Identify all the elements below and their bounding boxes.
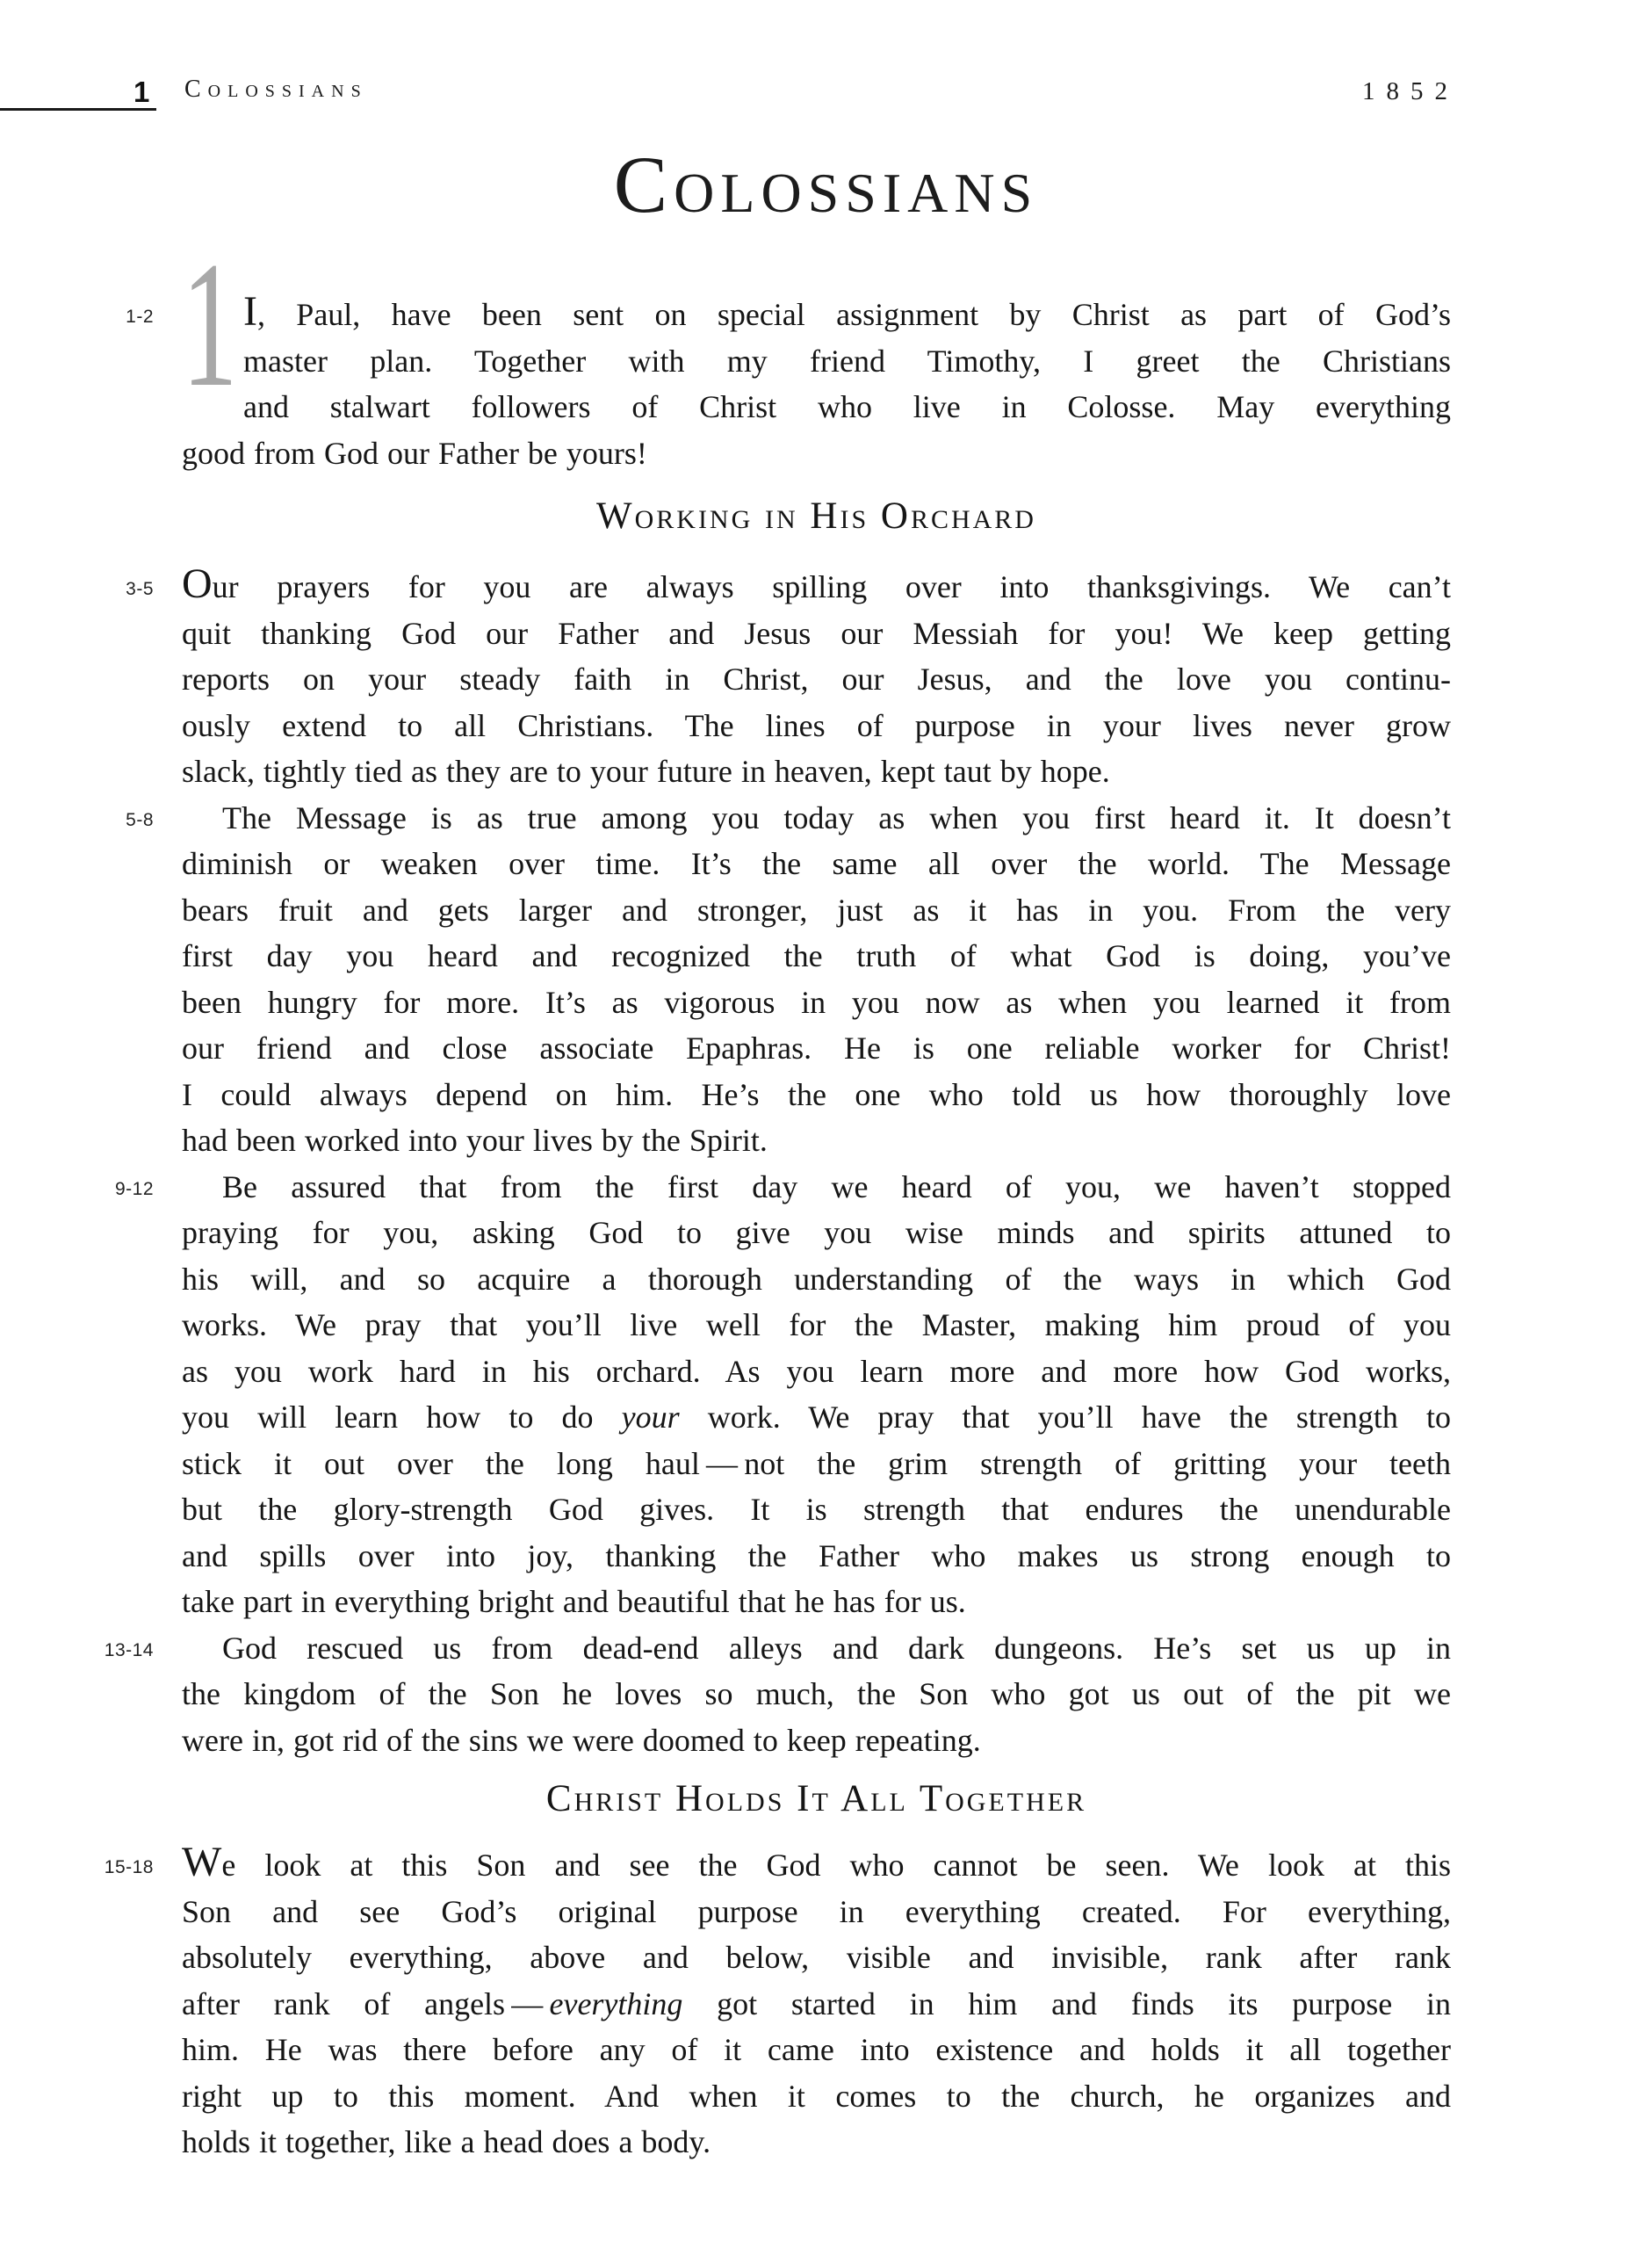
verse-paragraph [114, 1164, 1452, 1625]
verse-number-label: 9-12 [114, 1178, 154, 1199]
leadin-cap: I [243, 288, 257, 335]
text-line: his will, and so acquire a thorough understanding of the ways in which God [182, 1261, 1451, 1297]
text-line: had been worked into your lives by the Spirit. [182, 1123, 768, 1158]
text-line: reports on your steady faith in Christ, our Jesus, and the love you continu- [182, 662, 1451, 697]
text-line: first day you heard and recognized the truth of what God is doing, you’ve [182, 938, 1451, 973]
text-line: works. We pray that you’ll live well for the Master, making him proud of you [182, 1307, 1451, 1342]
text-line: master plan. Together with my friend Timothy, I greet the Christians [243, 343, 1451, 379]
text-line: the kingdom of the Son he loves so much, the Son who got us out of the pit we [182, 1676, 1451, 1711]
text-line: good from God our Father be yours! [182, 435, 647, 471]
text-line: as you work hard in his orchard. As you learn more and more how God works, [182, 1353, 1451, 1389]
verse-number-label: 5-8 [126, 809, 154, 830]
text-line: Be assured that from the first day we heard of you, we haven’t stopped [222, 1168, 1451, 1204]
leadin-cap: W [182, 1839, 222, 1885]
text-line: The Message is as true among you today as when you first heard it. It doesn’t [222, 799, 1451, 835]
text-line: and stalwart followers of Christ who live in Colosse. May everything [243, 389, 1451, 424]
text-line: absolutely everything, above and below, visible and invisible, rank after rank [182, 1940, 1451, 1975]
verse-number-label: 3-5 [126, 579, 154, 599]
text-line: and spills over into joy, thanking the Father who makes us strong enough to [182, 1537, 1451, 1573]
leadin-cap: O [182, 560, 213, 607]
verse-paragraph [126, 560, 1451, 795]
verse-paragraph [126, 795, 1451, 1164]
book-title: Colossians [613, 140, 1039, 229]
text-line: I, Paul, have been sent on special assignment by Christ as part of God’s [243, 288, 1451, 335]
verse-paragraph [126, 225, 1451, 476]
verse-paragraph [104, 1625, 1451, 1764]
running-head-book: Colossians [184, 76, 368, 103]
section-heading: Working in His Orchard [596, 495, 1036, 537]
text-line: after rank of angels — everything got started in him and finds its purpose in [182, 1985, 1451, 2021]
text-line: Son and see God’s original purpose in everything created. For everything, [182, 1893, 1451, 1929]
text-line: Our prayers for you are always spilling over into thanksgivings. We can’t [182, 560, 1451, 607]
text-line: our friend and close associate Epaphras. He is one reliable worker for Christ! [182, 1030, 1451, 1066]
text-line: slack, tightly tied as they are to your future in heaven, kept taut by hope. [182, 754, 1110, 789]
text-column [104, 225, 1452, 2166]
text-line: right up to this moment. And when it comes to the church, he organizes and [182, 2078, 1451, 2114]
text-line: but the glory-strength God gives. It is strength that endures the unendurable [182, 1492, 1451, 1527]
header-rule [0, 108, 156, 111]
verse-paragraph [104, 1839, 1451, 2166]
text-line: him. He was there before any of it came into existence and holds it all together [182, 2032, 1451, 2067]
text-line: bears fruit and gets larger and stronger, just as it has in you. From the very [182, 892, 1451, 928]
text-line: diminish or weaken over time. It’s the same all over the world. The Message [182, 846, 1451, 881]
verse-number-label: 13-14 [104, 1639, 154, 1660]
text-line: God rescued us from dead-end alleys and dark dungeons. He’s set us up in [222, 1630, 1451, 1666]
verse-number-label: 1-2 [126, 307, 154, 327]
text-line: ously extend to all Christians. The lines of purpose in your lives never grow [182, 707, 1451, 743]
text-line: stick it out over the long haul — not the grim strength of gritting your teeth [182, 1445, 1451, 1481]
verse-number-label: 15-18 [104, 1857, 154, 1877]
chapter-dropcap: 1 [182, 225, 238, 424]
text-line: holds it together, like a head does a body. [182, 2124, 711, 2159]
text-line: I could always depend on him. He’s the one who told us how thoroughly love [182, 1076, 1451, 1112]
text-line: We look at this Son and see the God who cannot be seen. We look at this [182, 1839, 1451, 1885]
section-heading: Christ Holds It All Together [545, 1778, 1087, 1819]
text-line: been hungry for more. It’s as vigorous in you now as when you learned it from [182, 984, 1451, 1020]
page-number: 1852 [1362, 77, 1459, 105]
text-line: you will learn how to do your work. We pray that you’ll have the strength to [182, 1399, 1452, 1435]
text-line: praying for you, asking God to give you wise minds and spirits attuned to [182, 1215, 1451, 1250]
text-line: were in, got rid of the sins we were doomed to keep repeating. [182, 1722, 981, 1758]
text-line: quit thanking God our Father and Jesus our Messiah for you! We keep getting [182, 615, 1451, 651]
running-head-chapter: 1 [133, 76, 150, 108]
text-line: take part in everything bright and beautiful that he has for us. [182, 1584, 966, 1619]
